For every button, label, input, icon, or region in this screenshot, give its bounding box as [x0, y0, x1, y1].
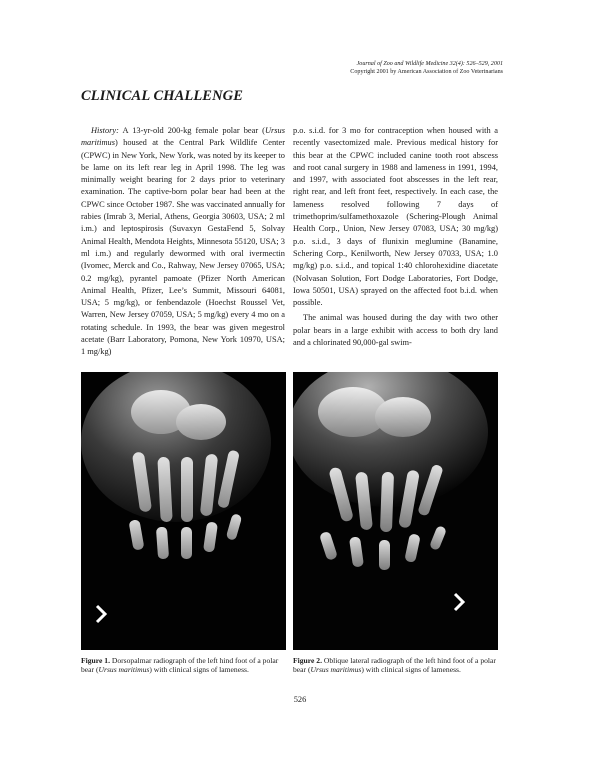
history-paragraph: History: A 13-yr-old 200-kg female polar bear (Ursus maritimus) housed at the Central Park Wildlife Center (CPWC) in New York, New York, was noted by its keeper to be lame on its left rear leg in April 1998. The leg was minimally weight bearing for 2 days prior to veterinary examination. The captive-born polar bear had been at the CPWC since October 1987. She was vaccinated annually for rabies (Imrab 3, Merial, Athens, Georgia 30603, USA; 2 ml i.m.) and leptospirosis (Suvaxyn GestaFend 5, Solvay Animal Health, Mendota Heights, Minnesota 55120, USA; 3 ml i.m.) and regularly dewormed with oral ivermectin (Ivomec, Merck and Co., Rahway, New Jersey 07065, USA; 0.2 mg/kg), pyrantel pamoate (Pfizer North American Animal Health, Pfizer, Lee’s Summit, Missouri 64081, USA; 5 mg/kg), or fenbendazole (Hoechst Roussel Vet, Warren, New Jersey 07059, USA; 5 mg/kg) every 4 mo on a rotating schedule. In 1993, the bear was given megestrol acetate (Barr Laboratory, Pomona, New York 10970, USA; 1 mg/kg)	[81, 126, 285, 357]
figure-1-label: Figure 1.	[81, 656, 110, 665]
page-number: 526	[293, 695, 307, 704]
figure-2-caption: Figure 2. Oblique lateral radiograph of the left hind foot of a polar bear (Ursus maritimus) with clinical signs of lameness.	[293, 656, 496, 675]
figure-2-label: Figure 2.	[293, 656, 322, 665]
figure-1-caption: Figure 1. Dorsopalmar radiograph of the left hind foot of a polar bear (Ursus maritimus) with clinical signs of lameness.	[81, 656, 279, 675]
figure-1-radiograph	[81, 372, 286, 650]
species-name: Ursus maritimus	[81, 126, 285, 148]
journal-header	[203, 60, 503, 76]
article-title: CLINICAL CHALLENGE	[81, 88, 243, 104]
history-continued-paragraph: p.o. s.i.d. for 3 mo for contraception when housed with a recently vasectomized male. Previous medical history for this bear at the CPWC included canine tooth root abscess and root canal surgery in 1988 and lameness in 1991, 1994, and 1997, with associated foot abscesses in the left rear, right rear, and left front feet, respectively. In each case, the lameness resolved following 7 days of trimethoprim/sulfamethoxazole (Schering-Plough Animal Health Corp., Union, New Jersey 07083, USA; 30 mg/kg) p.o. s.i.d., 3 days of flunixin meglumine (Banamine, Schering Corp., Kenilworth, New Jersey 07033, USA; 1.0 mg/kg) p.o. s.i.d., and topical 1:40 chlorohexidine diacetate (Nolvasan Solution, Fort Dodge Laboratories, Fort Dodge, Iowa 50501, USA) sprayed on the affected foot b.i.d. when possible.	[293, 126, 498, 308]
journal-citation: Journal of Zoo and Wildlife Medicine 32(4): 526–529, 2001	[356, 61, 503, 67]
right-text-column	[293, 125, 498, 349]
left-text-column	[81, 125, 285, 359]
housing-paragraph: The animal was housed during the day with two other polar bears in a large exhibit with access to both dry land and a chlorinated 90,000-gal swim-	[293, 313, 498, 348]
history-lead: History:	[91, 126, 119, 135]
figure-2-radiograph	[293, 372, 498, 650]
copyright-notice: Copyright 2001 by American Association of Zoo Veterinarians	[350, 69, 503, 75]
